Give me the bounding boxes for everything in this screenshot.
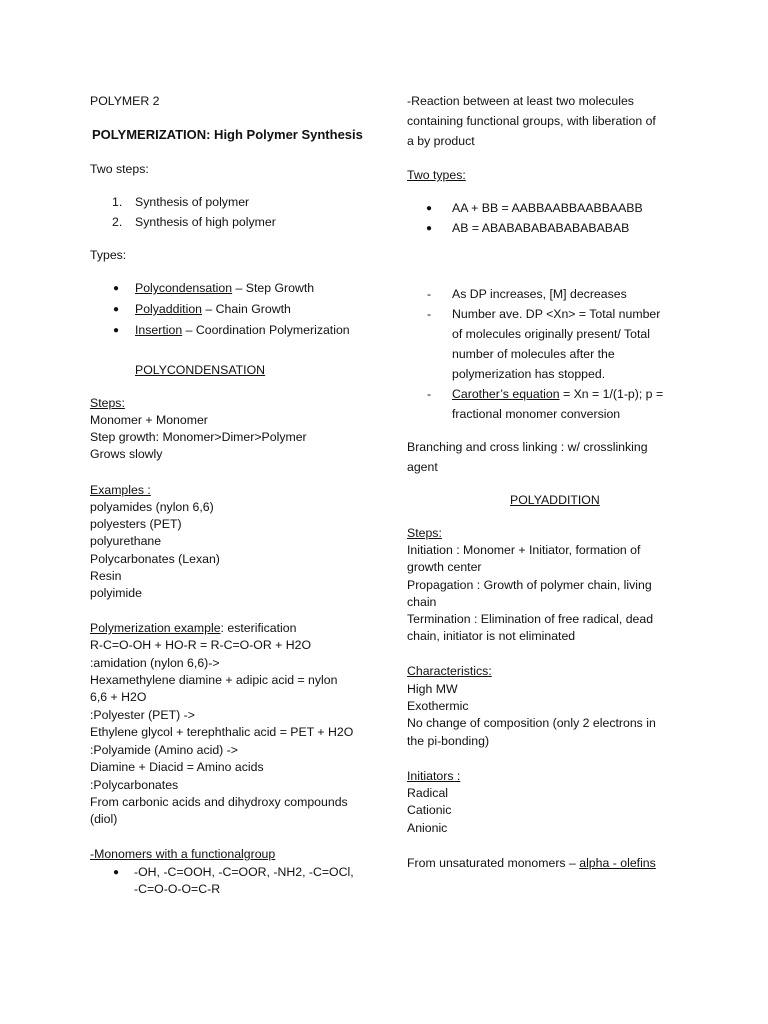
reaction-line: :Polycarbonates: [90, 778, 179, 792]
bullet-icon: ●: [113, 867, 120, 878]
example-item: Resin: [90, 569, 122, 583]
steps-line: growth center: [407, 560, 482, 574]
bullet-icon: ●: [426, 203, 433, 214]
reaction-line: :Polyester (PET) ->: [90, 708, 195, 722]
carothers-line: [452, 386, 663, 403]
initiators-heading: Initiators :: [407, 769, 461, 783]
example-item: polyesters (PET): [90, 517, 182, 531]
two-steps-label: Two steps:: [90, 162, 149, 176]
alpha-olefins-term: alpha - olefins: [579, 856, 656, 870]
step-number: 2.: [112, 215, 123, 229]
carothers-line: fractional monomer conversion: [452, 407, 621, 421]
steps-line: chain: [407, 595, 437, 609]
polycondensation-heading: POLYCONDENSATION: [135, 363, 266, 377]
steps-line: Grows slowly: [90, 447, 163, 461]
example-item: polyimide: [90, 586, 142, 600]
polymerization-example-type: : esterification: [220, 621, 297, 635]
monomer-group-line: -C=O-O-O=C-R: [134, 882, 221, 896]
steps-line: Propagation : Growth of polymer chain, living: [407, 578, 652, 592]
dash-marker: -: [427, 287, 432, 301]
branching-line: agent: [407, 460, 438, 474]
dash-marker: -: [427, 307, 432, 321]
bullet-icon: ●: [113, 304, 120, 315]
reaction-line: 6,6 + H2O: [90, 690, 147, 704]
carothers-formula: = Xn = 1/(1-p); p =: [559, 387, 664, 401]
characteristic-line: No change of composition (only 2 electrons in: [407, 716, 656, 730]
characteristic-line: Exothermic: [407, 699, 469, 713]
steps-line: Initiation : Monomer + Initiator, formation of: [407, 543, 641, 557]
steps-line: Monomer + Monomer: [90, 413, 208, 427]
reaction-line: Ethylene glycol + terephthalic acid = PET + H2O: [90, 725, 354, 739]
reaction-line: :amidation (nylon 6,6)->: [90, 656, 220, 670]
types-label: Types:: [90, 248, 127, 262]
type-item: [135, 301, 291, 318]
unsaturated-monomers-line: [407, 855, 656, 872]
reaction-line: From carbonic acids and dihydroxy compounds: [90, 795, 348, 809]
type-description: – Chain Growth: [202, 302, 291, 316]
initiator-item: Cationic: [407, 803, 452, 817]
reaction-line: (diol): [90, 812, 118, 826]
monomers-heading: -Monomers with a functionalgroup: [90, 847, 276, 861]
characteristic-line: High MW: [407, 682, 458, 696]
steps-line: Termination : Elimination of free radical, dead: [407, 612, 654, 626]
type-description: – Step Growth: [232, 281, 315, 295]
type-term: Polycondensation: [135, 281, 233, 295]
dash-marker: -: [427, 387, 432, 401]
example-item: polyamides (nylon 6,6): [90, 500, 214, 514]
initiator-item: Anionic: [407, 821, 448, 835]
reaction-description-line: a by product: [407, 134, 475, 148]
initiator-item: Radical: [407, 786, 449, 800]
bullet-icon: ●: [113, 283, 120, 294]
reaction-description-line: -Reaction between at least two molecules: [407, 94, 634, 108]
steps-line: Step growth: Monomer>Dimer>Polymer: [90, 430, 307, 444]
characteristic-line: the pi-bonding): [407, 734, 490, 748]
dp-line: number of molecules after the: [452, 347, 615, 361]
examples-heading: Examples :: [90, 483, 151, 497]
step-item: Synthesis of polymer: [135, 195, 250, 209]
steps-line: chain, initiator is not eliminated: [407, 629, 576, 643]
type-item: [135, 322, 350, 339]
polymerization-example: [90, 620, 296, 637]
type-description: – Coordination Polymerization: [182, 323, 350, 337]
dp-line: polymerization has stopped.: [452, 367, 606, 381]
dp-line: Number ave. DP <Xn> = Total number: [452, 307, 661, 321]
reaction-line: Hexamethylene diamine + adipic acid = nylon: [90, 673, 338, 687]
type-item: [135, 280, 314, 297]
reaction-line: R-C=O-OH + HO-R = R-C=O-OR + H2O: [90, 638, 312, 652]
two-types-label: Two types:: [407, 168, 466, 182]
dp-line: of molecules originally present/ Total: [452, 327, 650, 341]
bullet-icon: ●: [426, 223, 433, 234]
steps-heading: Steps:: [90, 396, 125, 410]
reaction-line: Diamine + Diacid = Amino acids: [90, 760, 264, 774]
carothers-term: Carother’s equation: [452, 387, 560, 401]
polyaddition-heading: POLYADDITION: [510, 493, 600, 507]
type-term: Insertion: [135, 323, 183, 337]
type-term: Polyaddition: [135, 302, 202, 316]
branching-line: Branching and cross linking : w/ crosslinking: [407, 440, 648, 454]
main-heading: POLYMERIZATION: High Polymer Synthesis: [92, 127, 363, 142]
step-item: Synthesis of high polymer: [135, 215, 276, 229]
characteristics-heading: Characteristics:: [407, 664, 492, 678]
steps-heading: Steps:: [407, 526, 442, 540]
polymerization-example-label: Polymerization example: [90, 621, 221, 635]
bullet-icon: ●: [113, 325, 120, 336]
monomer-group-line: -OH, -C=OOH, -C=OOR, -NH2, -C=OCl,: [134, 865, 354, 879]
unsaturated-prefix: From unsaturated monomers –: [407, 856, 580, 870]
reaction-line: :Polyamide (Amino acid) ->: [90, 743, 238, 757]
example-item: polyurethane: [90, 534, 162, 548]
document-title: POLYMER 2: [90, 94, 160, 108]
example-item: Polycarbonates (Lexan): [90, 552, 220, 566]
type-equation: AB = ABABABABABABABABAB: [452, 221, 630, 235]
reaction-description-line: containing functional groups, with liberation of: [407, 114, 656, 128]
dp-line: As DP increases, [M] decreases: [452, 287, 627, 301]
step-number: 1.: [112, 195, 123, 209]
type-equation: AA + BB = AABBAABBAABBAABB: [452, 201, 643, 215]
